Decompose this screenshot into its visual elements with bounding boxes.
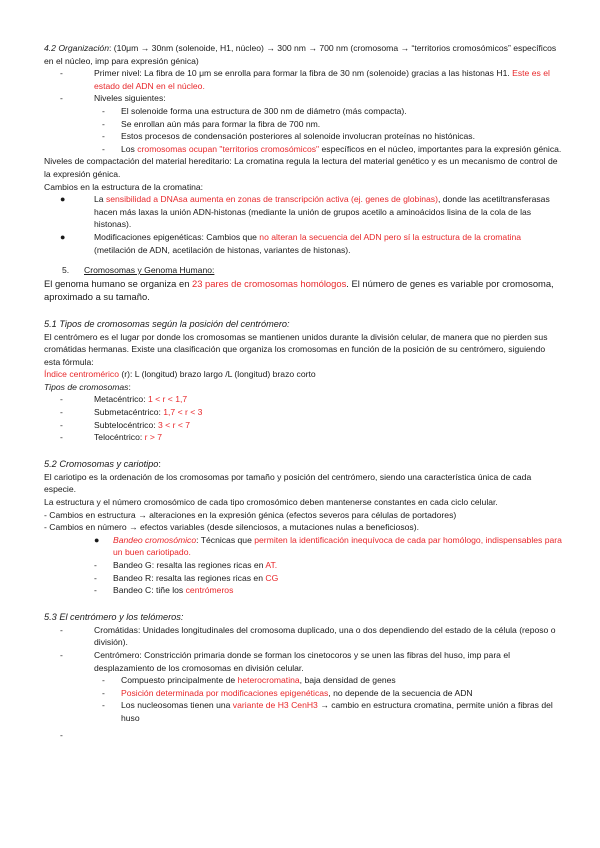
bullet-icon: ●: [60, 231, 66, 242]
list-item: - Centrómero: Constricción primaria donde se forman los cinetocoros y se unen las fibras del huso, imp para el desplazamiento de los cromosomas en división celular.: [60, 649, 511, 673]
section-title: 5.2 Cromosomas y cariotipo:: [44, 458, 161, 469]
bullet-item: ● Bandeo cromosómico: Técnicas que permiten la identificación inequívoca de cada par homólogo, indispensables para un buen cariotipado.: [94, 534, 562, 558]
section-title: 5.1 Tipos de cromosomas según la posición del centrómero:: [44, 318, 290, 329]
sub-list-item: - Se enrollan aún más para formar la fibra de 700 nm.: [102, 118, 321, 129]
paragraph: El cariotipo es la ordenación de los cromosomas por tamaño y posición del centrómero, siendo una característica única de cada especie.: [44, 471, 532, 495]
list-item: - Primer nivel: La fibra de 10 μm se enrolla para formar la fibra de 30 nm (solenoide) gracias a las histonas H1. Este es el estado del ADN en el núcleo.: [60, 68, 550, 91]
bullet-item: ● Modificaciones epigenéticas: Cambios que no alteran la secuencia del ADN pero sí la estructura de la cromatina (metilación de ADN, acetilación de histonas, variantes de histonas).: [60, 231, 522, 255]
list-item: - Cromátidas: Unidades longitudinales del cromosoma duplicado, una o dos dependiendo del estado de la célula (reposo o división).: [60, 624, 556, 648]
formula: Índice centromérico (r): L (longitud) brazo largo /L (longitud) brazo corto: [44, 369, 316, 380]
paragraph: La estructura y el número cromosómico de cada tipo cromosómico deben mantenerse constantes en cada ciclo celular.: [44, 497, 498, 508]
sub-list-item: - El solenoide forma una estructura de 300 nm de diámetro (más compacta).: [102, 105, 407, 116]
list-item: - Telocéntrico: r > 7: [60, 432, 163, 443]
section-title: 4.2 Organización: [44, 43, 109, 53]
sub-list-item: - Los cromosomas ocupan "territorios cromosómicos" específicos en el núcleo, importantes para la expresión génica.: [102, 143, 562, 154]
bullet-icon: ●: [60, 194, 66, 205]
paragraph: Cambios en la estructura de la cromatina:: [44, 181, 204, 192]
sub-list-item: - Estos procesos de condensación posteriores al solenoide involucran proteínas no histónicas.: [102, 131, 475, 142]
list-item: - Submetacéntrico: 1,7 < r < 3: [60, 407, 203, 418]
subheading: Tipos de cromosomas:: [44, 381, 131, 392]
list-item: - Niveles siguientes:: [60, 93, 166, 104]
list-item: - Subtelocéntrico: 3 < r < 7: [60, 419, 191, 430]
list-item: - Bandeo R: resalta las regiones ricas en CG: [94, 572, 279, 583]
section-4-2-intro: 4.2 Organización: (10μm → 30nm (solenoide, H1, núcleo) → 300 nm → 700 nm (cromosoma → “territorios cromosómicos” específicos en el núcleo, imp para expresión génica): [44, 43, 557, 66]
paragraph: El genoma humano se organiza en 23 pares de cromosomas homólogos. El número de genes es variable por cromosoma, aproximado a su tamaño.: [44, 277, 554, 303]
paragraph: Niveles de compactación del material hereditario: La cromatina regula la lectura del material genético y es un mecanismo de control de la expresión génica.: [44, 156, 558, 179]
section-5-heading: 5. Cromosomas y Genoma Humano:: [62, 265, 215, 276]
paragraph: - Cambios en estructura → alteraciones en la expresión génica (efectos severos para células de portadores): [44, 509, 457, 520]
list-item: - Metacéntrico: 1 < r < 1,7: [60, 394, 188, 405]
paragraph: El centrómero es el lugar por donde los cromosomas se mantienen unidos durante la división celular, de manera que no pierden sus cromátidas hermanas. Existe una clasificación que organiza los cromosomas en función de la posición de su centrómero, siguiendo esta fórmula:: [44, 331, 548, 367]
list-item: - Bandeo C: tiñe los centrómeros: [94, 585, 234, 596]
bullet-icon: ●: [94, 534, 100, 545]
sub-list-item: - Posición determinada por modificaciones epigenéticas, no depende de la secuencia de ADN: [102, 687, 473, 698]
section-title: 5.3 El centrómero y los telómeros:: [44, 611, 184, 622]
bullet-item: ● La sensibilidad a DNAsa aumenta en zonas de transcripción activa (ej. genes de globinas), donde las acetiltransferasas hacen más laxas la unión ADN-histonas (mediante la unión de grupos acetilo a aminoácidos lisina de la cola de las histonas).: [60, 194, 550, 230]
sub-list-item: - Los nucleosomas tienen una variante de H3 CenH3 → cambio en estructura cromatina, permite unión a fibras del huso: [102, 700, 553, 723]
paragraph: - Cambios en número → efectos variables (desde silenciosos, a mutaciones nulas a beneficiosos).: [44, 522, 419, 533]
sub-list-item: - Compuesto principalmente de heterocromatina, baja densidad de genes: [102, 675, 396, 686]
list-item: - Bandeo G: resalta las regiones ricas en AT.: [94, 560, 278, 570]
list-item: -: [60, 729, 63, 740]
